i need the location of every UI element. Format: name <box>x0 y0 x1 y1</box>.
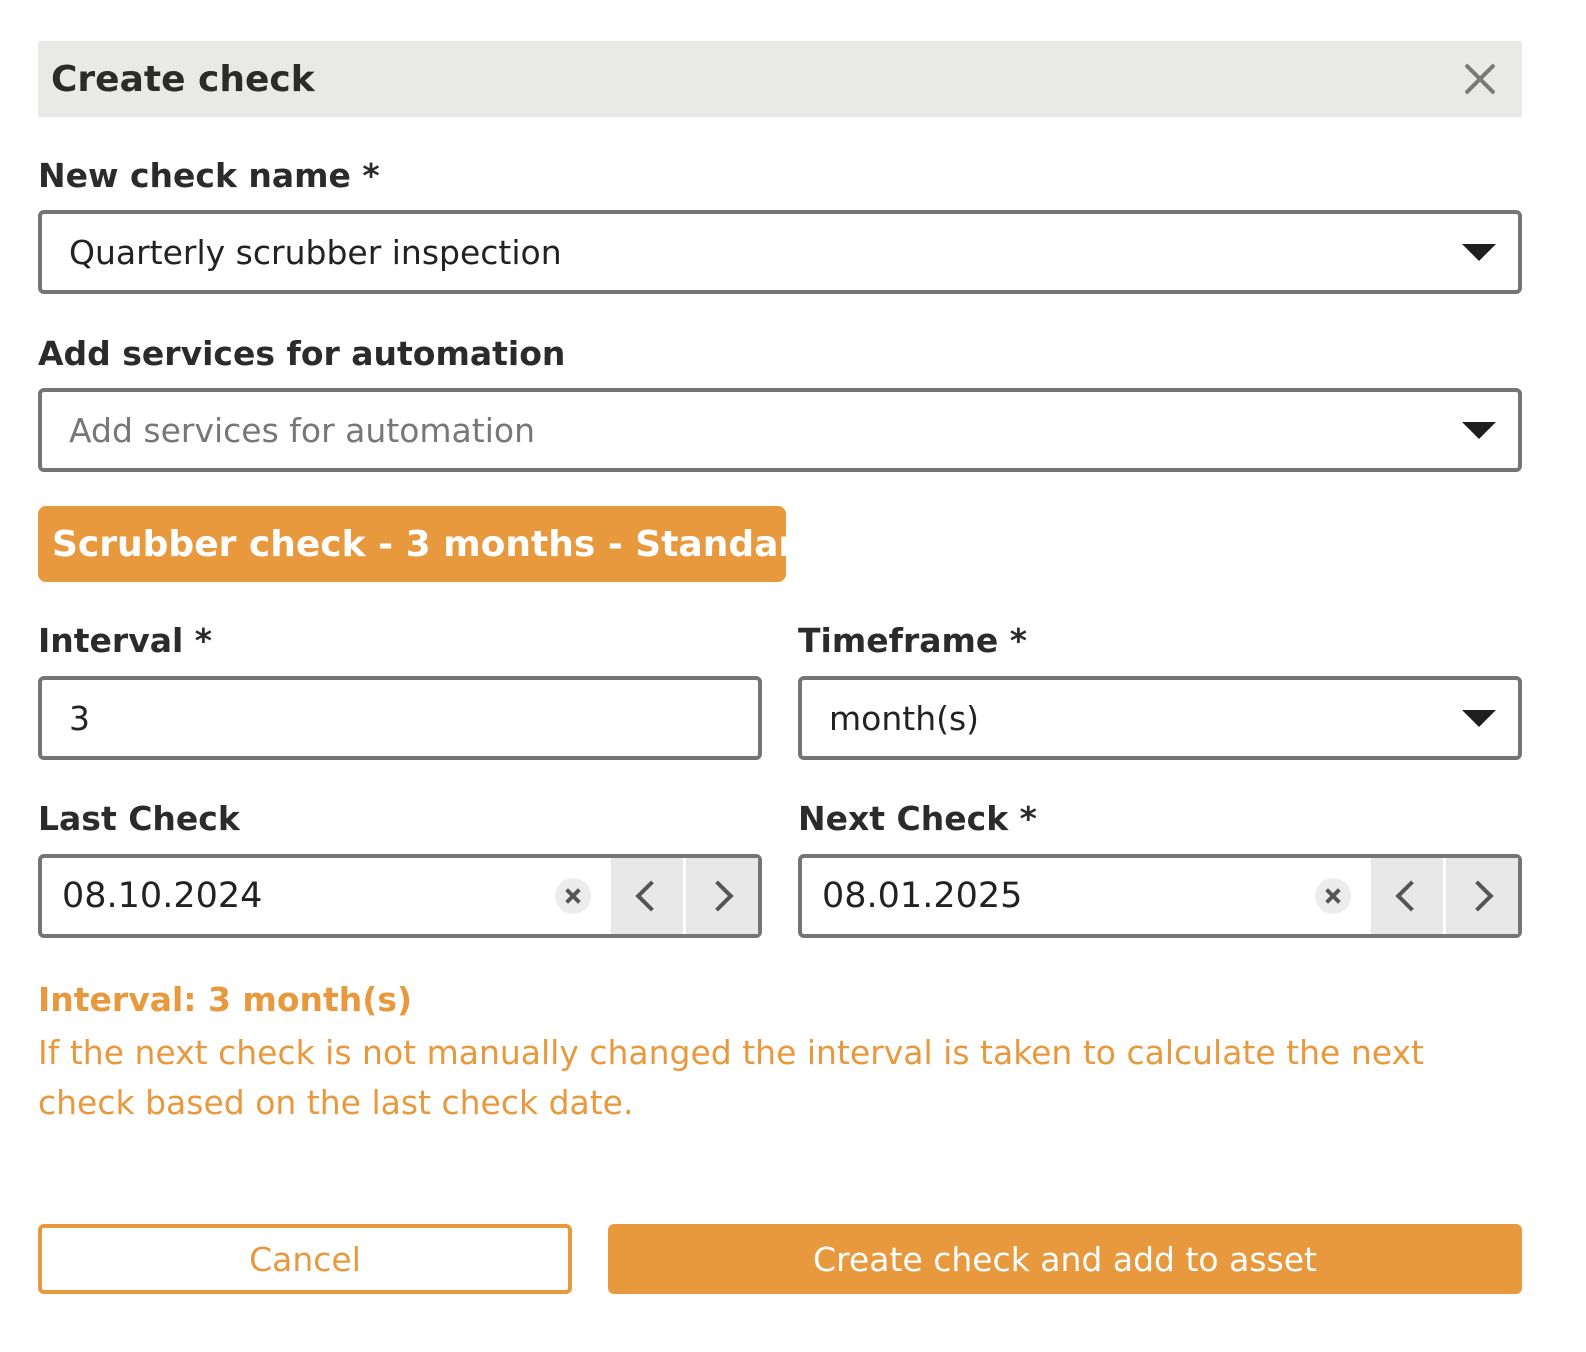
timeframe-label: Timeframe * <box>798 621 1028 660</box>
dialog-title: Create check <box>51 58 315 100</box>
last-check-value[interactable]: 08.10.2024 <box>62 876 263 916</box>
services-placeholder: Add services for automation <box>69 410 535 450</box>
last-check-label: Last Check <box>38 799 240 838</box>
services-select[interactable] <box>38 388 1522 472</box>
chevron-down-icon[interactable] <box>1462 710 1496 727</box>
clear-icon[interactable] <box>555 878 591 914</box>
chevron-right-icon <box>1462 880 1493 911</box>
chevron-down-icon[interactable] <box>1462 422 1496 439</box>
interval-info-title: Interval: 3 month(s) <box>38 980 413 1019</box>
chevron-right-icon <box>702 880 733 911</box>
interval-label: Interval * <box>38 621 213 660</box>
previous-date-button[interactable] <box>1371 858 1443 934</box>
next-check-datepicker[interactable] <box>798 854 1522 938</box>
service-chip-label: Scrubber check - 3 months - Standard <box>52 523 822 565</box>
last-check-datepicker[interactable] <box>38 854 762 938</box>
chevron-down-icon[interactable] <box>1462 244 1496 261</box>
timeframe-select[interactable] <box>798 676 1522 760</box>
interval-value: 3 <box>69 698 90 738</box>
next-date-button[interactable] <box>1446 858 1518 934</box>
create-check-button[interactable]: Create check and add to asset <box>608 1224 1522 1294</box>
services-label: Add services for automation <box>38 334 566 373</box>
check-name-label: New check name * <box>38 156 380 195</box>
dialog-header <box>38 41 1522 117</box>
previous-date-button[interactable] <box>611 858 683 934</box>
interval-input[interactable] <box>38 676 762 760</box>
cancel-button[interactable]: Cancel <box>38 1224 572 1294</box>
next-check-label: Next Check * <box>798 799 1037 838</box>
check-name-select[interactable] <box>38 210 1522 294</box>
timeframe-value: month(s) <box>829 698 980 738</box>
chevron-left-icon <box>635 880 666 911</box>
interval-info-text: If the next check is not manually changed the interval is taken to calculate the next check based on the last check date. <box>38 1033 1424 1122</box>
close-icon[interactable] <box>1454 53 1506 105</box>
service-chip <box>38 506 822 582</box>
chevron-left-icon <box>1395 880 1426 911</box>
check-name-value: Quarterly scrubber inspection <box>69 232 562 272</box>
clear-icon[interactable] <box>1315 878 1351 914</box>
next-date-button[interactable] <box>686 858 758 934</box>
next-check-value[interactable]: 08.01.2025 <box>822 876 1023 916</box>
